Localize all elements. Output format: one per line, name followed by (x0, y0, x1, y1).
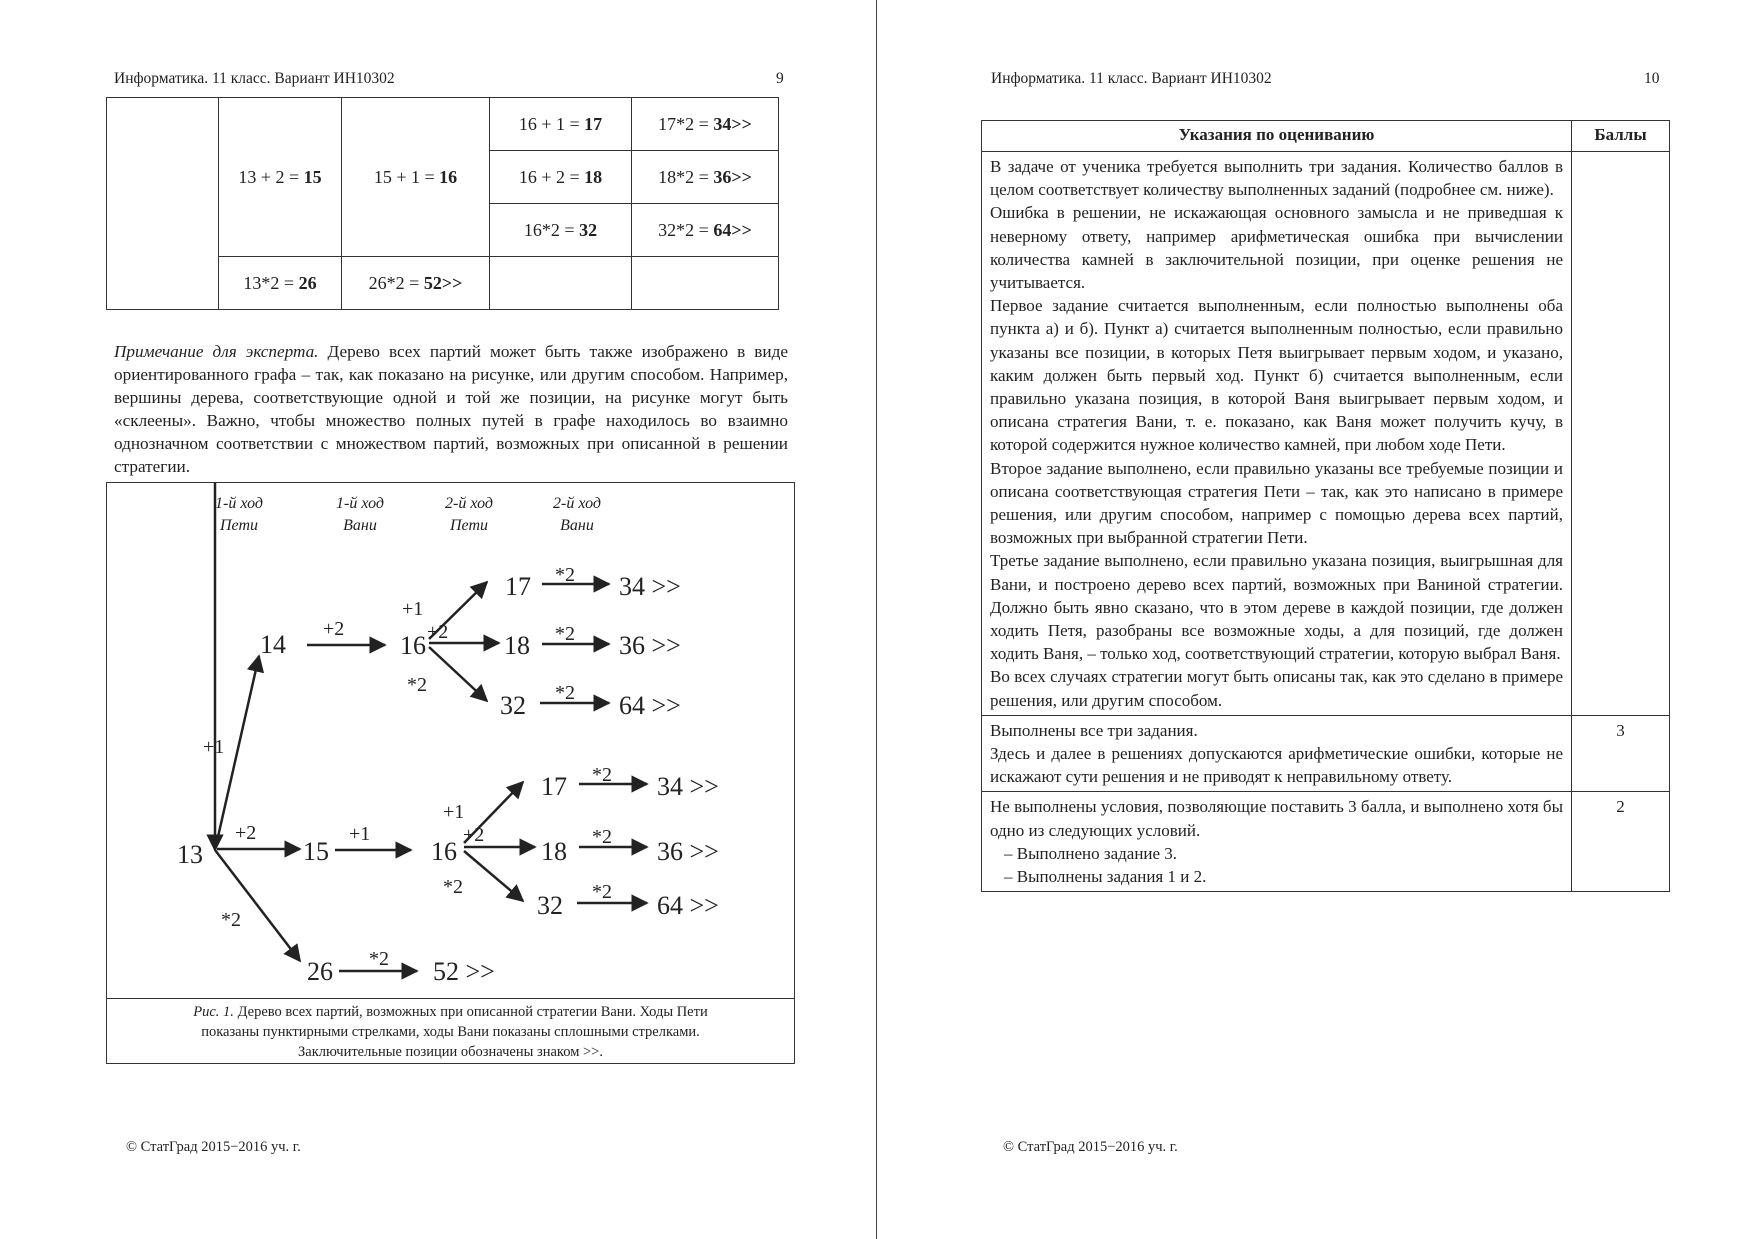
empty-cell (632, 257, 779, 310)
col-heading: Вани (343, 517, 377, 534)
edge (429, 647, 487, 701)
page-footer: © СтатГрад 2015−2016 уч. г. (126, 1139, 301, 1155)
edge-label: *2 (221, 909, 241, 931)
empty-cell (107, 98, 219, 310)
cell-32-times-2: 32*2 = 64>> (632, 204, 779, 257)
col-heading: 2-й ход (553, 495, 601, 512)
node-14: 14 (260, 630, 286, 659)
score-3-criteria: Выполнены все три задания. Здесь и далее в решениях допускаются арифметические ошибки, которые не искажают сути решения и не приводят к неправильному ответу. (982, 715, 1572, 792)
edge-label: *2 (592, 881, 612, 903)
score-2-points: 2 (1572, 792, 1670, 892)
node-52-final: 52 >> (433, 957, 495, 986)
col-heading: Пети (450, 517, 488, 534)
edge-label: *2 (555, 623, 575, 645)
cell-26-times-2: 26*2 = 52>> (342, 257, 490, 310)
node-16: 16 (400, 631, 426, 660)
col-heading: Вани (560, 517, 594, 534)
page-number: 9 (776, 70, 784, 87)
page-header: Информатика. 11 класс. Вариант ИН10302 (114, 70, 395, 87)
edge-label: +2 (463, 824, 485, 846)
game-tree-diagram (107, 483, 794, 995)
edge-label: *2 (555, 564, 575, 586)
node-64-final: 64 >> (657, 891, 719, 920)
node-13: 13 (177, 840, 203, 869)
edge-label: *2 (407, 674, 427, 696)
figure-caption: Рис. 1. Дерево всех партий, возможных при описанной стратегии Вани. Ходы Пети показаны пунктирными стрелками, ходы Вани показаны сплошными стрелками. Заключительные позиции обозначены знаком >>. (107, 998, 794, 1062)
cell-17-times-2: 17*2 = 34>> (632, 98, 779, 151)
node-26: 26 (307, 957, 333, 986)
page-footer: © СтатГрад 2015−2016 уч. г. (1003, 1139, 1178, 1155)
edge-label: +1 (443, 801, 465, 823)
score-2-criteria: Не выполнены условия, позволяющие поставить 3 балла, и выполнено хотя бы одно из следующих условий. – Выполнено задание 3. – Выполнены задания 1 и 2. (982, 792, 1572, 892)
node-17: 17 (505, 572, 531, 601)
col-heading: Пети (220, 517, 258, 534)
expert-note: Примечание для эксперта. Дерево всех партий может быть также изображено в виде ориентированного графа – так, как показано на рисунке, или другим способом. Например, вершины дерева, соответствующие одной и той же позиции, на рисунке могут быть «склеены». Важно, чтобы множество полных путей в графе находилось во взаимно однозначном соответствии с множеством партий, возможных при описанной в решении стратегии. (114, 342, 788, 476)
node-32: 32 (500, 691, 526, 720)
node-18: 18 (541, 837, 567, 866)
score-3-points: 3 (1572, 715, 1670, 792)
node-16: 16 (431, 837, 457, 866)
edge-label: +2 (235, 822, 257, 844)
node-64-final: 64 >> (619, 691, 681, 720)
edge-label: +1 (349, 823, 371, 845)
points-header: Баллы (1572, 121, 1670, 152)
node-36-final: 36 >> (657, 837, 719, 866)
game-tree-figure (106, 482, 795, 1064)
edge-label: +1 (402, 598, 424, 620)
col-heading: 2-й ход (445, 495, 493, 512)
node-36-final: 36 >> (619, 631, 681, 660)
cell-13-times-2: 13*2 = 26 (219, 257, 342, 310)
node-34-final: 34 >> (619, 572, 681, 601)
cell-18-times-2: 18*2 = 36>> (632, 151, 779, 204)
edge-label: +2 (323, 618, 345, 640)
node-17: 17 (541, 772, 567, 801)
empty-cell (490, 257, 632, 310)
node-15: 15 (303, 837, 329, 866)
cell-16-plus-2: 16 + 2 = 18 (490, 151, 632, 204)
criteria-cell: В задаче от ученика требуется выполнить три задания. Количество баллов в целом соответствует количеству выполненных заданий (подробнее см. ниже). Ошибка в решении, не искажающая основного замысла и не приведшая к неверному ответу, например арифметическая ошибка при вычислении количества камней в заключительной позиции, при оценке решения не учитывается. Первое задание считается выполненным, если полностью выполнены оба пункта а) и б). Пункт а) считается выполненным полностью, если правильно указаны все позиции, в которых Петя выигрывает первым ходом, и указано, каким должен быть первый ход. Пункт б) считается выполненным, если правильно указана позиция, в которой Ваня выигрывает первым ходом, и описана стратегия Вани, т. е. показано, как Ваня может получить кучу, в которой содержится нужное количество камней, при любом ходе Пети. Второе задание выполнено, если правильно указаны все требуемые позиции и описана соответствующая стратегия Пети – так, как это написано в примере решения, или другим способом, например с помощью дерева всех партий, возможных при выбранной стратегии Пети. Третье задание выполнено, если правильно указана позиция, выигрышная для Вани, и построено дерево всех партий, возможных при Ваниной стратегии. Должно быть явно сказано, что в этом дереве в каждой позиции, где должен ходить Петя, разобраны все возможные ходы, а для позиций, где должен ходить Ваня, – только ход, соответствующий стратегии, которую выбрал Ваня. Во всех случаях стратегии могут быть описаны так, как это сделано в примере решения, или другим способом. (982, 152, 1572, 716)
edge-label: *2 (443, 876, 463, 898)
cell-13-plus-2: 13 + 2 = 15 (219, 98, 342, 257)
page-header: Информатика. 11 класс. Вариант ИН10302 (991, 70, 1272, 87)
empty-points-cell (1572, 152, 1670, 716)
edge-label: +1 (203, 736, 225, 758)
cell-16-plus-1: 16 + 1 = 17 (490, 98, 632, 151)
edge (215, 850, 300, 961)
cell-15-plus-1: 15 + 1 = 16 (342, 98, 490, 257)
edge-label: *2 (592, 826, 612, 848)
criteria-header: Указания по оцениванию (982, 121, 1572, 152)
node-34-final: 34 >> (657, 772, 719, 801)
node-32: 32 (537, 891, 563, 920)
col-heading: 1-й ход (336, 495, 384, 512)
edge-label: +2 (427, 621, 449, 643)
col-heading: 1-й ход (215, 495, 263, 512)
page-number: 10 (1644, 70, 1660, 87)
edge (464, 851, 523, 901)
edge-label: *2 (369, 948, 389, 970)
edge-label: *2 (592, 764, 612, 786)
cell-16-times-2: 16*2 = 32 (490, 204, 632, 257)
node-18: 18 (504, 631, 530, 660)
scoring-table (981, 120, 1670, 892)
edge-label: *2 (555, 682, 575, 704)
moves-table (106, 97, 779, 310)
